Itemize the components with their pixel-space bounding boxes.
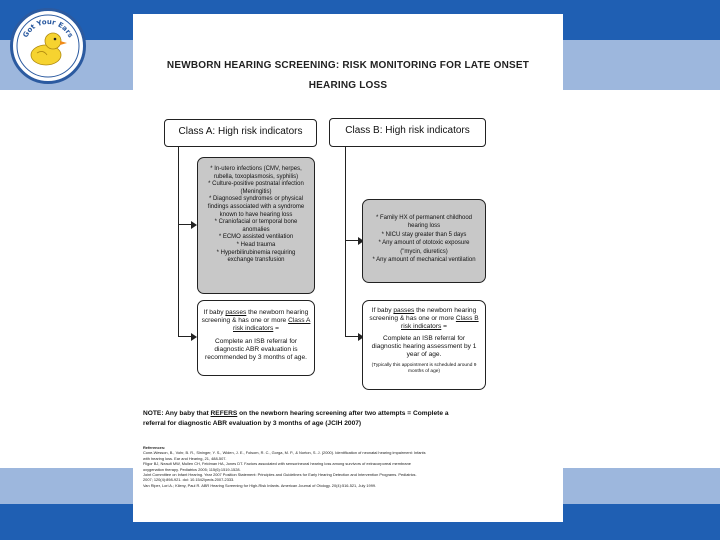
class-a-indicator: * Head trauma (236, 241, 276, 248)
referral-text: the newborn hearing (246, 309, 309, 316)
class-b-indicator: hearing loss (407, 223, 441, 230)
class-b-indicator: ("mycin, diuretics) (400, 248, 448, 255)
reference-line: Fligor BJ, Neault MW, Mullen CH, Feldman HA, Jones DT. Factors associated with sensorineural hearing loss among survivors of extracorporeal membrane (143, 461, 411, 467)
referral-text: screening & has one or more (201, 317, 289, 325)
referral-emphasis: Class A (288, 317, 311, 325)
reference-line: Cone-Wesson, B., Vohr, B. R., Sininger, Y. S., Widen, J. E., Folsom, R. C., Gorga, M. P., & Norton, S. J. (2000). Identification of neonatal hearing impairment: Infants (143, 450, 426, 456)
class-a-indicator: exchange transfusion (227, 257, 285, 264)
referral-text: If baby (203, 309, 226, 316)
class-a-connector (178, 147, 179, 337)
reference-line: 2007; 120(4):898-921. doi: 10.1542/peds.2007-2333. (143, 477, 235, 483)
note-text: on the newborn hearing screening after two attempts = Complete a (237, 410, 449, 417)
referral-text: the newborn hearing (414, 307, 477, 314)
referral-emphasis: risk indicators (233, 325, 274, 333)
class-a-indicators-box (197, 157, 315, 294)
class-a-indicator: * Hyperbilirubinemia requiring (216, 249, 296, 256)
class-b-branch-2 (345, 336, 359, 337)
class-b-branch-1 (345, 240, 359, 241)
class-b-referral-box (362, 300, 486, 390)
referral-text: Complete an ISB referral for (382, 334, 466, 342)
class-a-branch-2 (178, 336, 192, 337)
logo (10, 8, 86, 84)
class-a-indicator: * Diagnosed syndromes or physical (208, 196, 304, 203)
reference-line: oxygenation therapy. Pediatrics 2005; 115(6):1519-1528. (143, 466, 241, 472)
referral-text: If baby (371, 307, 394, 314)
class-b-indicator: * NICU stay greater than 5 days (381, 231, 467, 238)
referral-text: recommended by 3 months of age. (205, 354, 307, 362)
class-a-branch-1 (178, 224, 192, 225)
class-a-header: Class A: High risk indicators (164, 119, 317, 147)
class-b-indicator: * Any amount of ototoxic exposure (378, 240, 470, 247)
referral-footnote: months of age) (408, 369, 440, 375)
referral-text: screening & has one or more (369, 315, 456, 323)
referral-text: diagnostic hearing assessment by 1 (371, 342, 477, 350)
reference-line: Van Riper, Lori A.; Kileny, Paul R. ABR Hearing Screening for High-Risk Infants. American Journal of Otology. 20(4):516-521, July 1999. (143, 482, 377, 488)
class-b-indicator: * Family HX of permanent childhood (375, 215, 473, 221)
class-a-indicator: rubella, toxoplasmosis, syphilis) (213, 173, 299, 180)
reference-line: with hearing loss. Ear and Hearing, 21, 488-507. (143, 455, 227, 461)
doc-title-line2: HEARING LOSS (308, 80, 388, 91)
note-text: NOTE: Any baby that (143, 410, 211, 417)
class-a-indicator: * Culture-positive postnatal infection (208, 181, 304, 188)
class-b-indicators-box (362, 199, 486, 283)
referral-emphasis: passes (225, 309, 247, 316)
referral-emphasis: Class B (455, 315, 479, 323)
note-text: referral for diagnostic ABR evaluation by 3 months of age (JCIH 2007) (143, 420, 362, 427)
screening-note (143, 409, 553, 429)
references-heading: References: (143, 445, 166, 450)
class-a-indicator: * Craniofacial or temporal bone (214, 219, 298, 226)
class-a-indicator: * In-utero infections (CMV, herpes, (210, 166, 302, 172)
class-b-indicator: * Any amount of mechanical ventilation (372, 257, 476, 264)
referral-text: diagnostic ABR evaluation is (214, 345, 298, 353)
referral-text: = (273, 325, 279, 333)
note-emphasis: REFERS (210, 410, 238, 417)
referral-emphasis: passes (393, 307, 415, 314)
referral-footnote: (Typically this appointment is scheduled around 9 (371, 363, 477, 369)
reference-line: Joint Committee on Infant Hearing. Year 2007 Position Statement: Principles and Guidelines for Early Hearing Detection and Intervention Programs. Pediatrics. (143, 472, 417, 478)
class-b-connector (345, 147, 346, 337)
document-page (133, 14, 563, 522)
class-a-indicator: findings associated with a syndrome (207, 203, 305, 210)
class-b-header: Class B: High risk indicators (329, 118, 486, 147)
doc-title-line1: NEWBORN HEARING SCREENING: RISK MONITORING FOR LATE ONSET (166, 60, 530, 71)
logo-text: Got Your Ears (21, 17, 75, 40)
class-a-indicator: anomalies (242, 226, 270, 233)
referral-text: Complete an ISB referral for (214, 337, 298, 345)
class-a-indicator: (Meningitis) (240, 188, 272, 195)
referral-text: year of age. (406, 351, 442, 359)
class-a-indicator: known to have hearing loss (219, 211, 293, 218)
references (143, 445, 553, 488)
referral-emphasis: risk indicators (401, 323, 442, 331)
class-a-referral-box (197, 300, 315, 376)
class-a-indicator: * ECMO assisted ventilation (218, 234, 294, 241)
referral-text: = (441, 323, 447, 331)
